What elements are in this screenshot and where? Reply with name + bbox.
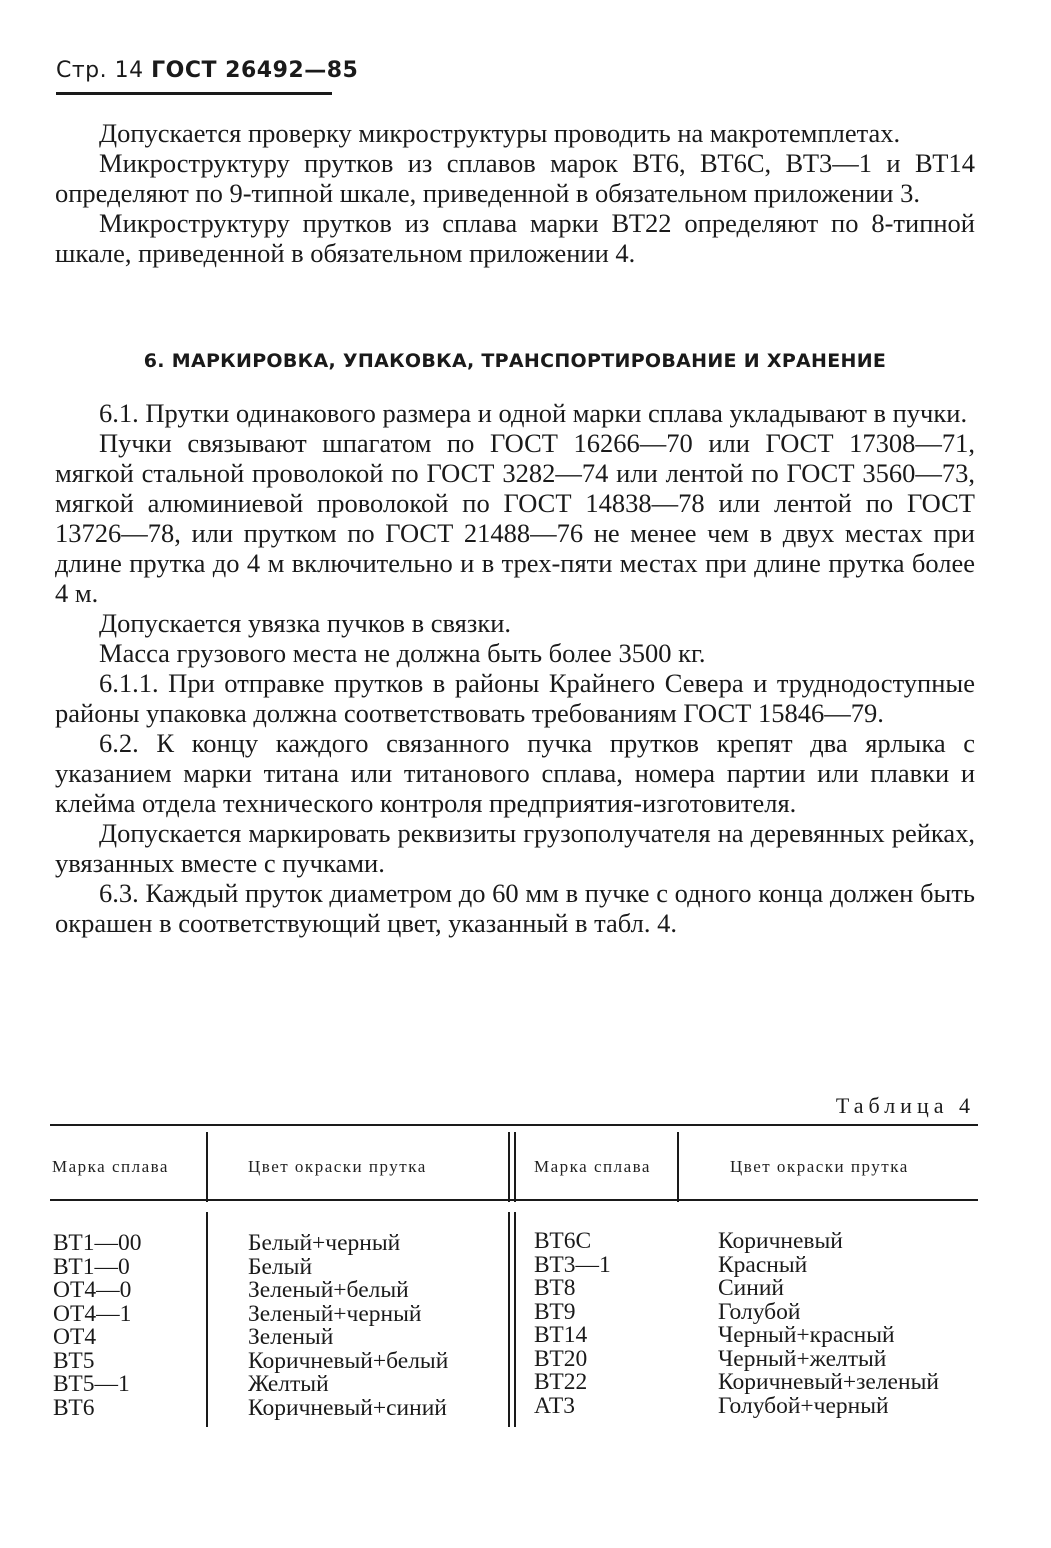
header-grade: Марка сплава [534,1157,651,1176]
table-top-rule [50,1124,978,1126]
table-cell: Красный [718,1251,808,1278]
color-column-right [718,1230,939,1418]
paragraph: 6.1.1. При отправке прутков в районы Крайнего Севера и труднодоступные районы упаковка должна соответствовать требованиям ГОСТ 15846—79. [55,668,975,728]
table-cell: Белый+черный [248,1230,401,1256]
paragraph: Масса грузового места не должна быть более 3500 кг. [99,638,706,668]
paragraph: Допускается проверку микроструктуры проводить на макротемплетах. [99,118,901,148]
table-cell: Коричневый+зеленый [718,1369,939,1395]
table-cell: Коричневый+синий [248,1394,447,1421]
page-header [56,58,358,83]
header-grade: Марка сплава [52,1157,169,1176]
page-number: Стр. 14 [56,58,144,83]
grade-column-left [53,1232,141,1420]
table-cell: АТ3 [534,1392,576,1419]
column-divider [677,1132,679,1202]
table-cell: ВТ9 [534,1298,576,1325]
table-cell: ОТ4—1 [53,1300,132,1327]
intro-text [55,118,975,268]
header-rule [56,92,332,95]
color-column-left [248,1232,448,1420]
paragraph: Пучки связывают шпагатом по ГОСТ 16266—70 или ГОСТ 17308—71, мягкой стальной проволокой по ГОСТ 3282—74 или лентой по ГОСТ 3560—73, мягкой алюминиевой проволокой по ГОСТ 14838—78 или лентой по ГОСТ 13726—78, или прутком по ГОСТ 21488—76 не менее чем в двух местах при длине прутка до 4 м включительно и в трех-пяти местах при длине прутка более 4 м. [55,428,975,608]
table-cell: Коричневый+белый [248,1347,449,1374]
paragraph: 6.2. К концу каждого связанного пучка прутков крепят два ярлыка с указанием марки титана или титанового сплава, номера партии или плавки и клейма отдела технического контроля предприятия-изготовителя. [55,728,975,818]
table-cell: ВТ6 [53,1394,95,1421]
paragraph: Допускается увязка пучков в связки. [99,608,512,638]
table-cell: Белый [248,1253,313,1280]
paragraph: Микроструктуру прутков из сплавов марок ВТ6, ВТ6С, ВТ3—1 и ВТ14 определяют по 9-типной шкале, приведенной в обязательном приложении 3. [55,148,975,208]
table-cell: ВТ6С [534,1228,592,1254]
table-caption: Таблица 4 [835,1093,975,1118]
alloy-color-table [50,1124,978,1444]
column-divider [514,1132,516,1202]
table-cell: ВТ8 [534,1275,576,1301]
section-title: 6. МАРКИРОВКА, УПАКОВКА, ТРАНСПОРТИРОВАНИЕ И ХРАНЕНИЕ [143,350,887,372]
table-cell: Черный+красный [718,1322,895,1348]
document-id: ГОСТ 26492—85 [151,58,359,83]
column-divider [206,1132,208,1202]
paragraph: Допускается маркировать реквизиты грузополучателя на деревянных рейках, увязанных вместе с пучками. [55,818,975,878]
table-cell: Голубой [718,1298,801,1325]
table-cell: Зеленый [248,1324,334,1350]
paragraph: Микроструктуру прутков из сплава марки ВТ22 определяют по 8-типной шкале, приведенной в обязательном приложении 4. [55,208,975,268]
table-cell: Голубой+черный [718,1392,889,1419]
table-cell: ВТ5—1 [53,1371,130,1397]
table-cell: Коричневый [718,1228,843,1254]
header-color: Цвет окраски прутка [730,1157,909,1176]
table-cell: ОТ4 [53,1324,97,1350]
table-cell: ВТ3—1 [534,1251,611,1278]
table-cell: ВТ14 [534,1322,588,1348]
grade-column-right [534,1230,611,1418]
column-divider [508,1212,510,1427]
table-cell: ВТ1—00 [53,1230,142,1256]
table-cell: Зеленый+белый [248,1277,409,1303]
paragraph: 6.3. Каждый пруток диаметром до 60 мм в пучке с одного конца должен быть окрашен в соответствующий цвет, указанный в табл. 4. [55,878,975,938]
table-cell: Синий [718,1275,784,1301]
table-cell: ВТ5 [53,1347,95,1374]
column-divider [508,1132,510,1202]
table-cell: ВТ22 [534,1369,588,1395]
table-cell: ОТ4—0 [53,1277,132,1303]
column-divider [206,1212,208,1427]
table-cell: Зеленый+черный [248,1300,422,1327]
column-divider [514,1212,516,1427]
section-text [55,398,975,938]
table-cell: Черный+желтый [718,1345,887,1372]
paragraph: 6.1. Прутки одинакового размера и одной марки сплава укладывают в пучки. [99,398,968,428]
table-cell: Желтый [248,1371,329,1397]
table-cell: ВТ20 [534,1345,588,1372]
table-cell: ВТ1—0 [53,1253,130,1280]
header-color: Цвет окраски прутка [248,1157,427,1176]
